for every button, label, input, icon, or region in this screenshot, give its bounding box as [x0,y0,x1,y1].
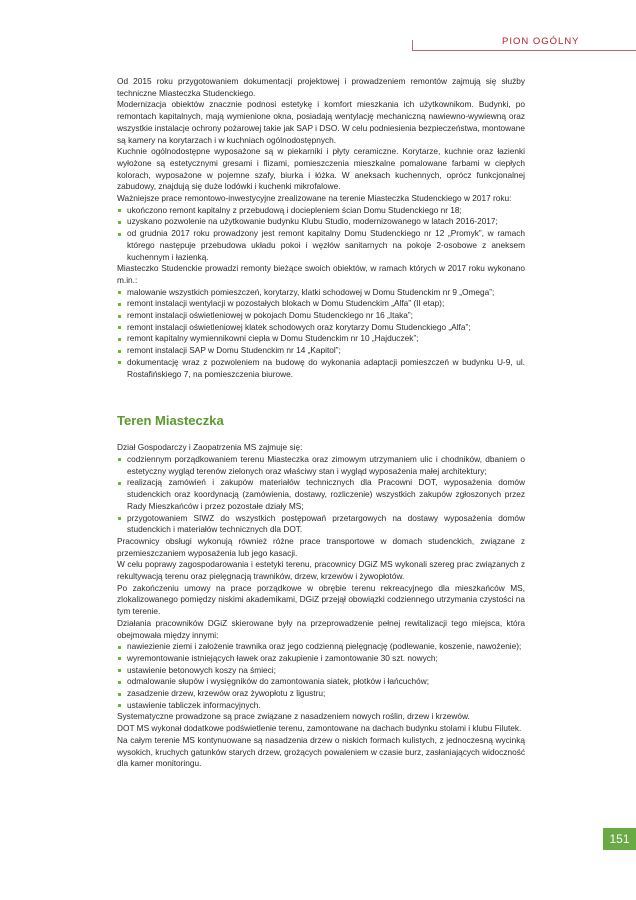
paragraph: Na całym terenie MS kontynuowane są nasadzenia drzew o niskich formach kulistych, z jednoczesną wycinką wysokich, kruchych gatunków starych drzew, grożących powaleniem w czasie burz, zasłaniających widoczność dla kamer monitoringu. [117,734,525,769]
paragraph: DOT MS wykonał dodatkowe podświetlenie terenu, zamontowane na dachach budynku stolami i klubu Filutek. [117,723,522,734]
paragraph: Działania pracowników DGiZ skierowane były na przeprowadzenie pełnej rewitalizacji tego miejsca, która obejmowała między innymi: [117,617,525,640]
paragraph: Po zakończeniu umowy na prace porządkowe w obrębie terenu rekreacyjnego dla mieszkańców MS, zlokalizowanego pomiędzy niskimi akademikami, DGiZ przejął obowiązki codziennego utrzymania czystości na tym terenie. [117,582,525,617]
running-header: PION OGÓLNY [502,36,580,47]
paragraph: W celu poprawy zagospodarowania i estetyki terenu, pracownicy DGiZ MS wykonali szereg prac związanych z rekultywacją terenu oraz pielęgnacją trawników, drzew, krzewów i żywopłotów. [117,559,525,582]
list-item: odmalowanie słupów i wysięgników do zamontowania siatek, płotków i łańcuchów; [127,676,525,688]
list-item: ustawienie betonowych koszy na śmieci; [127,665,525,677]
paragraph: Dział Gospodarczy i Zaopatrzenia MS zajmuje się: [117,442,303,453]
list-item: ustawienie tabliczek informacyjnych. [127,700,525,712]
list-item: uzyskano pozwolenie na użytkowanie budynku Klubu Studio, modernizowanego w latach 2016-2017; [127,216,525,228]
section-heading: Teren Miasteczka [117,413,224,429]
paragraph: Od 2015 roku przygotowaniem dokumentacji projektowej i prowadzeniem remontów zajmują się służby techniczne Miasteczka Studenckiego. [117,76,525,98]
list-item: codziennym porządkowaniem terenu Miasteczka oraz zimowym utrzymaniem ulic i chodników, dbaniem o estetyczny wygląd terenów zielonych oraz właściwy stan i wygląd wyposażenia małej architektury; [127,453,525,476]
list-item: ukończono remont kapitalny z przebudową i dociepleniem ścian Domu Studenckiego nr 18; [127,205,525,217]
list-item: remont instalacji wentylacji w pozostałych blokach w Domu Studenckim „Alfa” (II etap); [127,298,525,310]
bullet-list [117,641,525,711]
page-body [117,76,525,770]
paragraph: Systematyczne prowadzone są prace związane z nasadzeniem nowych roślin, drzew i krzewów. [117,711,470,722]
paragraph: Modernizacja obiektów znacznie podnosi estetykę i komfort mieszkania ich użytkownikom. Budynki, po remontach kapitalnych, mają wymienione okna, posiadają wentylację mechaniczną nawiewno-wywiewną oraz wszystkie instalacje ochrony pożarowej takie jak SAP i DSO. W celu podniesienia bezpieczeństwa, montowane są kamery na korytarzach i w kuchniach ogólnodostępnych. [117,99,525,145]
list-item: remont instalacji oświetleniowej klatek schodowych oraz korytarzy Domu Studenckiego „Alfa”; [127,322,525,334]
bullet-list [117,454,525,536]
paragraph: Miasteczko Studenckie prowadzi remonty bieżące swoich obiektów, w ramach których w 2017 roku wykonano m.in.: [117,263,525,285]
list-item: realizacją zamówień i zakupów materiałów technicznych dla Pracowni DOT, wyposażenia domów studenckich oraz koordynacją (zamówienia, dostawy, rozliczenie) wszystkich zakupów zgłoszonych przez Rady Mieszkańców i przez pozostałe działy MS; [127,477,525,511]
list-item: remont instalacji oświetleniowej w pokojach Domu Studenckiego nr 16 „Itaka”; [127,310,525,322]
list-item: zasadzenie drzew, krzewów oraz żywopłotu z ligustru; [127,688,525,700]
list-item: dokumentację wraz z pozwoleniem na budowę do wykonania adaptacji pomieszczeń w budynku U-9, ul. Rostafińskiego 7, na pomieszczenia biurowe. [127,356,525,379]
paragraph: Ważniejsze prace remontowo-inwestycyjne zrealizowane na terenie Miasteczka Studenckiego w 2017 roku: [117,193,512,204]
paragraph: Kuchnie ogólnodostępne wyposażone są w piekarniki i płyty ceramiczne. Korytarze, kuchnie oraz łazienki wyłożone są estetycznymi gresami i flizami, pomieszczenia mieszkalne pomalowane farbami w ciepłych kolorach, wyposażone w pojemne szafy, biurka i łóżka. W aneksach kuchennych, oprócz funkcjonalnej zabudowy, znajdują się duże lodówki i kuchenki mikrofalowe. [117,146,525,192]
list-item: wyremontowanie istniejących ławek oraz zakupienie i zamontowanie 30 szt. nowych; [127,653,525,665]
paragraph: Pracownicy obsługi wykonują również różne prace transportowe w domach studenckich, związane z przemieszczaniem wyposażenia lub jego kasacji. [117,535,525,558]
bullet-list [117,287,525,381]
list-item: nawiezienie ziemi i założenie trawnika oraz jego codzienną pielęgnację (podlewanie, koszenie, nawożenie); [127,641,525,653]
list-item: przygotowaniem SIWZ do wszystkich postępowań przetargowych na dostawy wyposażenia domów studenckich i materiałów technicznych dla DOT. [127,512,525,535]
list-item: od grudnia 2017 roku prowadzony jest remont kapitalny Domu Studenckiego nr 12 „Promyk”, w ramach którego następuje przebudowa układu pokoi i węzłów sanitarnych na pokoje 2-osobowe z aneksem kuchennym i łazienką. [127,228,525,262]
list-item: remont instalacji SAP w Domu Studenckim nr 14 „Kapitol”; [127,345,525,357]
list-item: malowanie wszystkich pomieszczeń, korytarzy, klatki schodowej w Domu Studenckim nr 9 „Omega”; [127,287,525,299]
page-number: 151 [603,828,636,850]
header-rule [412,50,636,51]
list-item: remont kapitalny wymiennikowni ciepła w Domu Studenckim nr 10 „Hajduczek”; [127,333,525,345]
bullet-list [117,205,525,264]
